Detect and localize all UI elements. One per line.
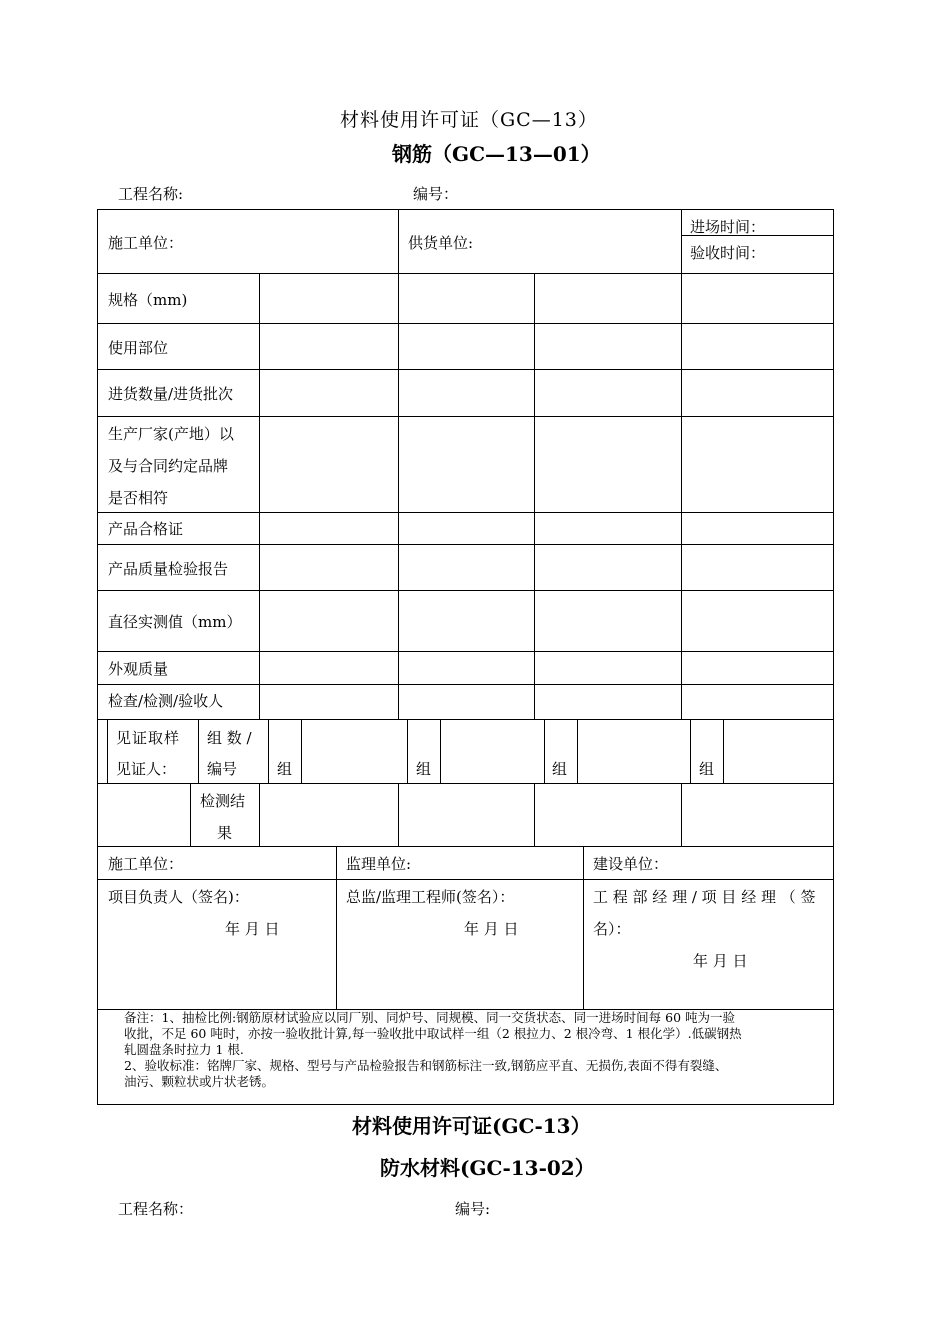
manufacturer-label-line1: 生产厂家(产地）以 bbox=[108, 425, 234, 443]
group-unit: 组 bbox=[416, 760, 432, 778]
date-field: 年 月 日 bbox=[225, 920, 280, 938]
supplier-label: 供货单位: bbox=[408, 234, 474, 252]
remarks-line: 油污、颗粒状或片状老锈。 bbox=[124, 1074, 275, 1089]
quality-report-label: 产品质量检验报告 bbox=[108, 560, 229, 578]
appearance-label: 外观质量 bbox=[108, 660, 169, 678]
sign-supervision-unit: 监理单位: bbox=[346, 855, 412, 873]
group-unit: 组 bbox=[277, 760, 293, 778]
group-unit: 组 bbox=[552, 760, 568, 778]
witness-label-line2: 见证人： bbox=[116, 760, 177, 778]
manufacturer-label-line3: 是否相符 bbox=[108, 489, 169, 507]
remarks-line: 备注：1、抽检比例:钢筋原材试验应以同厂别、同炉号、同规模、同一交货状态、同一进场时间每 60 吨为一验 bbox=[124, 1010, 736, 1025]
date-field: 年 月 日 bbox=[464, 920, 519, 938]
construction-unit-label: 施工单位： bbox=[108, 234, 184, 252]
group-label-line2: 编号 bbox=[207, 760, 238, 778]
section2-title: 材料使用许可证(GC-13） bbox=[352, 1114, 591, 1138]
remarks bbox=[124, 1010, 829, 1090]
group-unit: 组 bbox=[699, 760, 715, 778]
inspector-label: 检查/检测/验收人 bbox=[108, 692, 224, 710]
acceptance-time-label: 验收时间： bbox=[690, 244, 766, 262]
remarks-line: 2、验收标准：铭牌厂家、规格、型号与产品检验报告和钢筋标注一致,钢筋应平直、无损伤,表面不得有裂缝、 bbox=[124, 1058, 728, 1073]
entry-time-label: 进场时间： bbox=[690, 218, 766, 236]
test-result-label-line2: 果 bbox=[217, 824, 233, 842]
sign-owner-unit: 建设单位： bbox=[593, 855, 669, 873]
section2-serial-label: 编号: bbox=[455, 1200, 491, 1218]
manager-signature-line2: 名）： bbox=[593, 920, 631, 938]
section2-subtitle: 防水材料(GC-13-02） bbox=[380, 1156, 595, 1180]
page-subtitle: 钢筋（GC—13—01） bbox=[392, 142, 601, 166]
date-field: 年 月 日 bbox=[693, 952, 748, 970]
chief-supervisor-signature: 总监/监理工程师(签名）： bbox=[346, 888, 515, 906]
spec-label: 规格（mm) bbox=[108, 291, 188, 309]
diameter-label: 直径实测值（mm） bbox=[108, 613, 242, 631]
page-title: 材料使用许可证（GC—13） bbox=[340, 109, 598, 131]
test-result-label-line1: 检测结 bbox=[200, 792, 246, 810]
use-position-label: 使用部位 bbox=[108, 339, 169, 357]
serial-label: 编号： bbox=[413, 185, 459, 203]
quantity-label: 进货数量/进货批次 bbox=[108, 385, 234, 403]
group-label-line1: 组 数 / bbox=[207, 729, 252, 747]
section2-project-name-label: 工程名称： bbox=[118, 1200, 194, 1218]
project-leader-signature: 项目负责人（签名)： bbox=[108, 888, 249, 906]
witness-label-line1: 见证取样 bbox=[116, 729, 181, 747]
manager-signature-line1: 工 程 部 经 理 / 项 目 经 理 （ 签 bbox=[593, 888, 816, 906]
project-name-label: 工程名称: bbox=[118, 185, 184, 203]
remarks-line: 轧圆盘条时拉力 1 根. bbox=[124, 1042, 244, 1057]
remarks-line: 收批，不足 60 吨时，亦按一验收批计算,每一验收批中取试样一组（2 根拉力、2 根冷弯、1 根化学）.低碳钢热 bbox=[124, 1026, 742, 1041]
manufacturer-label-line2: 及与合同约定品牌 bbox=[108, 457, 229, 475]
certificate-label: 产品合格证 bbox=[108, 520, 184, 538]
sign-construction-unit: 施工单位： bbox=[108, 855, 184, 873]
